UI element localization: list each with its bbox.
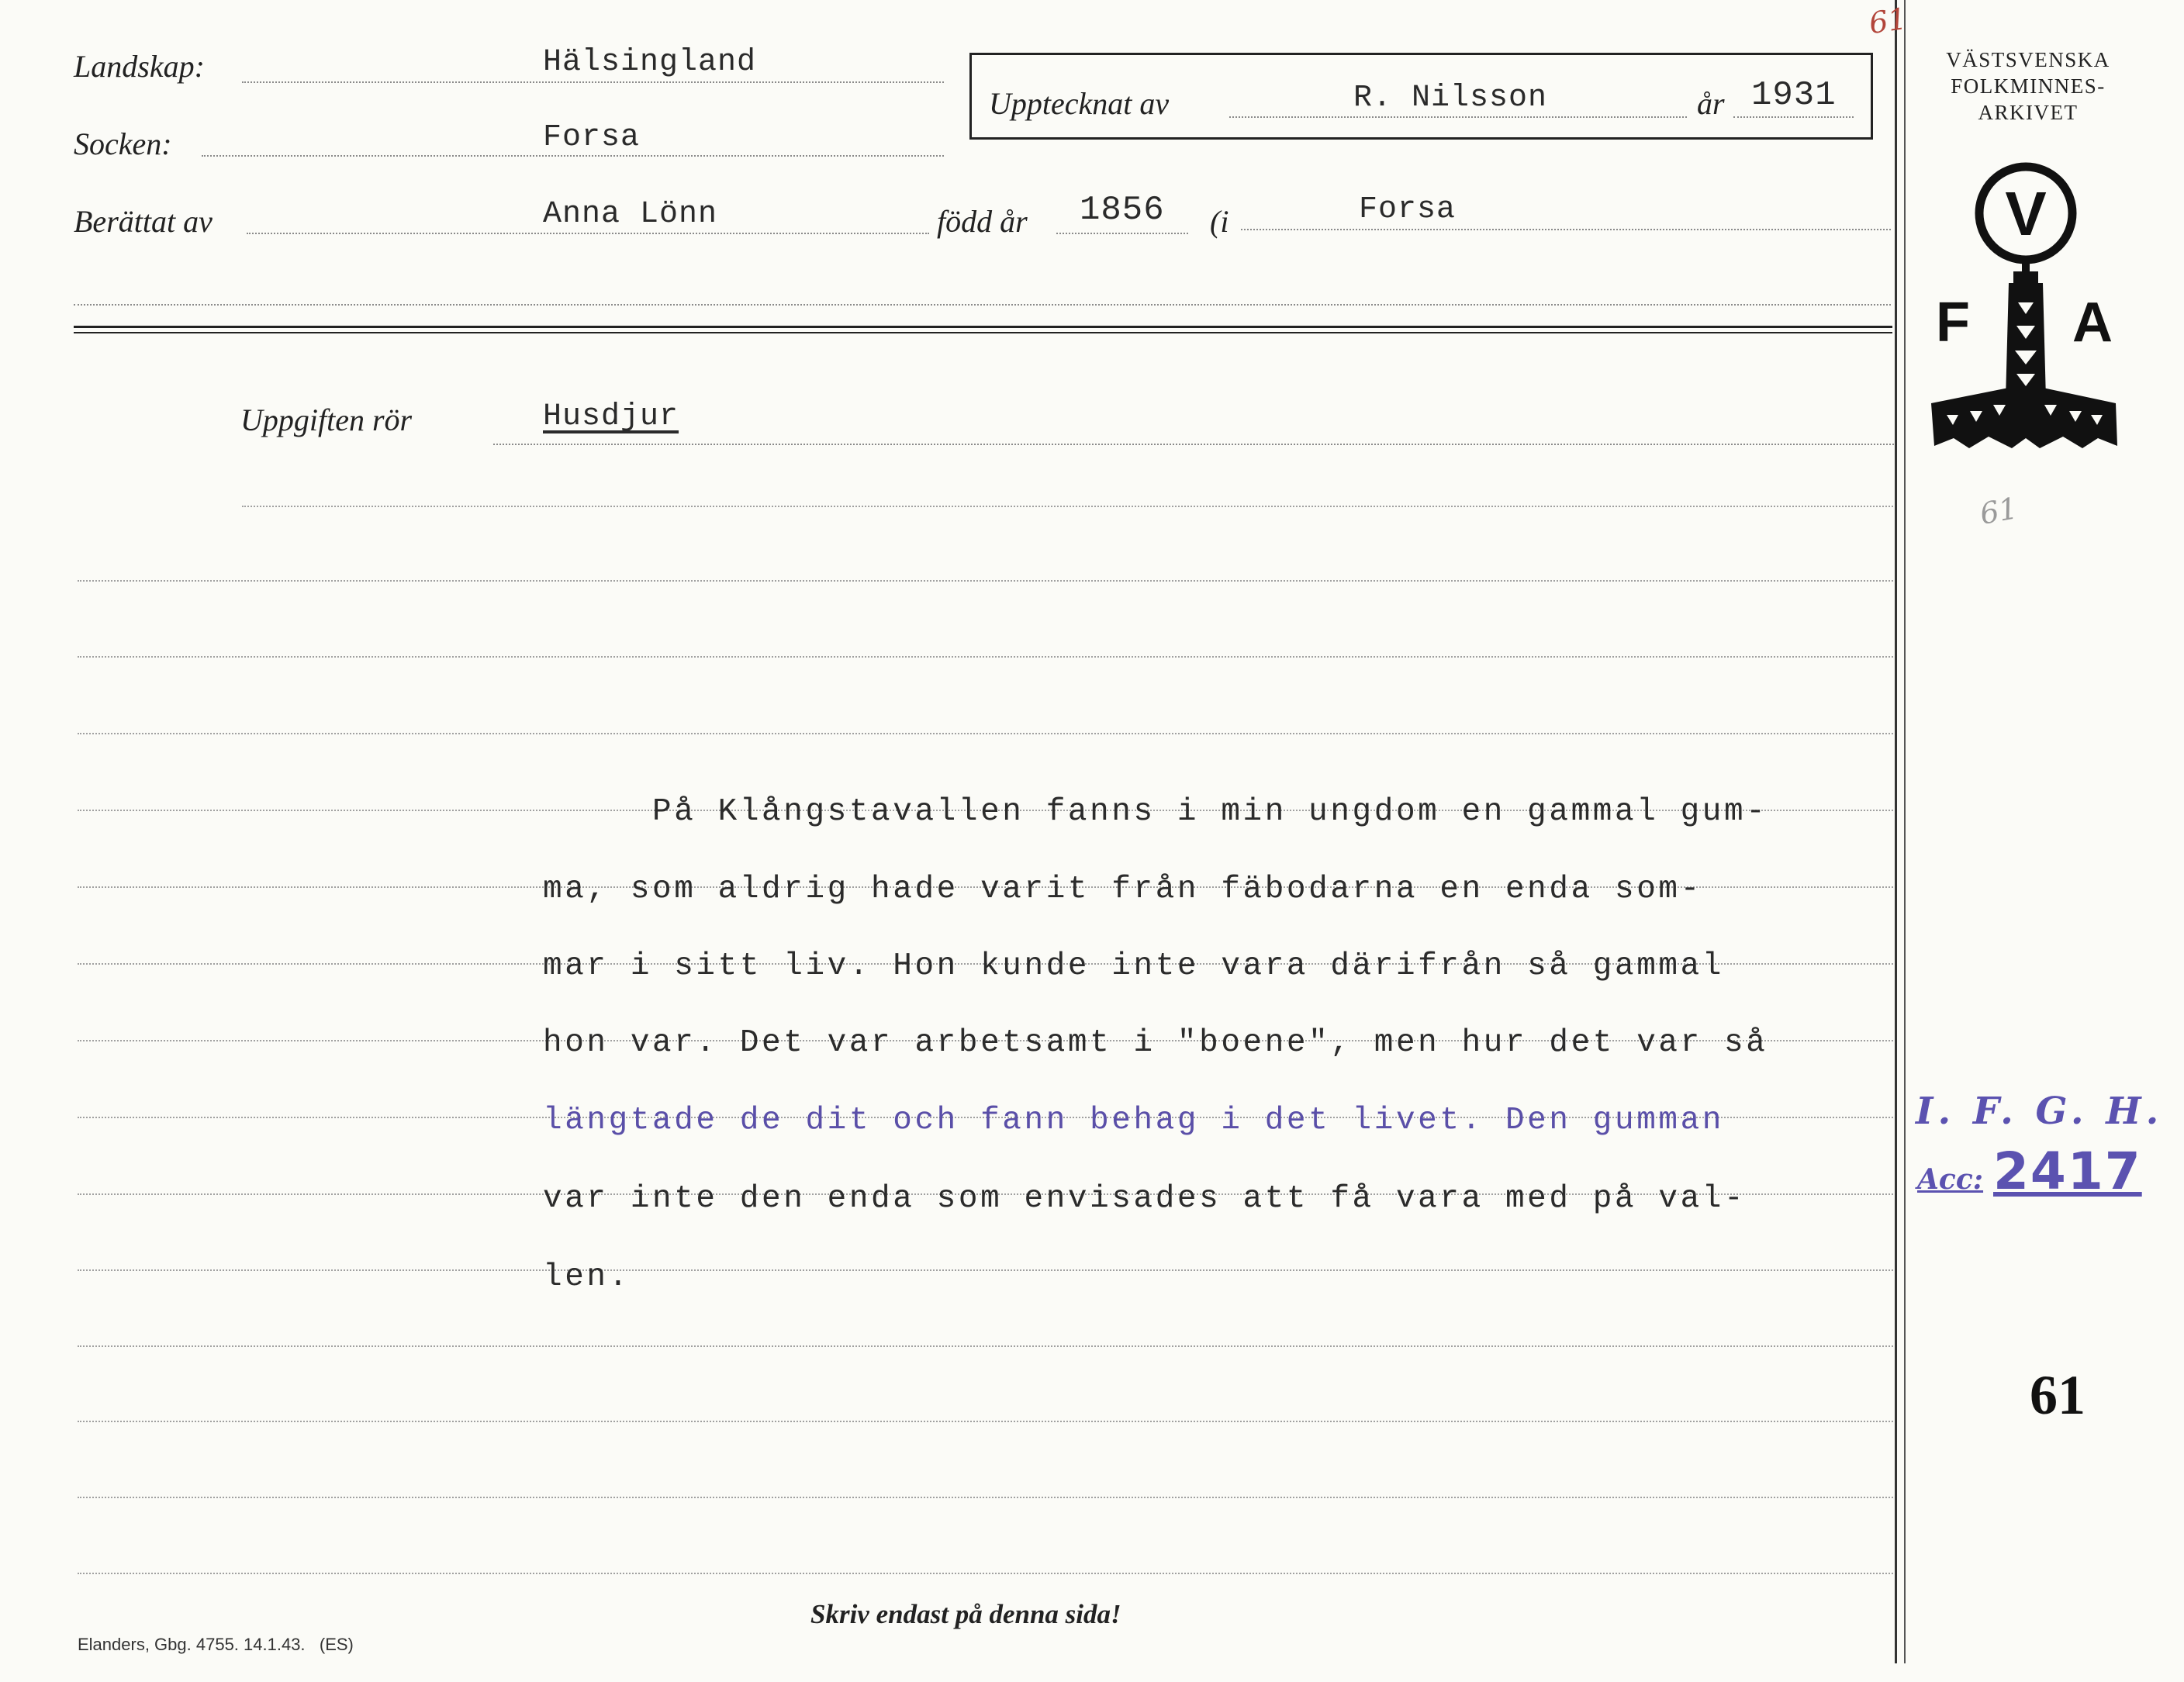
logo-letter-f: F: [1936, 292, 1970, 354]
socken-value: Forsa: [543, 120, 641, 155]
subject-value: Husdjur: [543, 399, 679, 434]
body-text-line: ma, som aldrig hade varit från fäbodarna en enda som-: [543, 872, 1702, 907]
fodd-label: född år: [937, 204, 1028, 239]
ruled-line: [78, 580, 1896, 582]
ruled-line: [242, 506, 1896, 507]
upptecknat-label: Upptecknat av: [989, 86, 1170, 121]
header-extra-dotted-line: [74, 304, 1891, 306]
archive-name: [1912, 47, 2144, 126]
body-text-line: På Klångstavallen fanns i min ungdom en gammal gum-: [543, 794, 1768, 830]
accession-stamp-number: 2417: [1993, 1141, 2142, 1201]
landskap-dotted-line: [242, 81, 944, 83]
upptecknat-value: R. Nilsson: [1353, 81, 1548, 116]
ar-dotted-line: [1733, 116, 1854, 118]
logo-letter-v: V: [2005, 179, 2047, 248]
ruled-line: [78, 1421, 1896, 1422]
archive-name-line1: VÄSTSVENSKA: [1946, 48, 2110, 71]
landskap-label: Landskap:: [74, 49, 205, 84]
ruled-line: [78, 1497, 1896, 1498]
landskap-value: Hälsingland: [543, 45, 757, 80]
ruled-line: [78, 1269, 1896, 1271]
upptecknat-dotted-line: [1229, 116, 1687, 118]
body-text-line: len.: [543, 1259, 631, 1295]
subject-dotted-line: [493, 444, 1897, 445]
margin-rule-main: [1895, 0, 1897, 1663]
ruled-line: [78, 656, 1896, 658]
fodd-value: 1856: [1080, 191, 1165, 230]
ar-label: år: [1697, 86, 1725, 121]
i-dotted-line: [1241, 229, 1891, 230]
socken-label: Socken:: [74, 126, 172, 161]
accession-stamp-prefix: Acc:: [1917, 1163, 1984, 1196]
body-text-line: längtade de dit och fann behag i det livet. Den gumman: [543, 1103, 1725, 1138]
i-value: Forsa: [1359, 192, 1457, 227]
body-text-line: var inte den enda som envisades att få vara med på val-: [543, 1181, 1747, 1217]
logo-letter-a: A: [2072, 292, 2113, 354]
archive-logo-hammer-icon: [1923, 155, 2121, 458]
archive-name-line2: FOLKMINNES-: [1951, 74, 2106, 98]
pencil-note-logo: 61: [1977, 491, 2020, 531]
accession-stamp-line1: I. F. G. H.: [1916, 1090, 2164, 1133]
ruled-line: [78, 1345, 1896, 1347]
socken-dotted-line: [202, 155, 944, 157]
fodd-dotted-line: [1056, 233, 1188, 234]
berattat-value: Anna Lönn: [543, 197, 718, 232]
header-separator-thick: [74, 326, 1892, 328]
body-text-line: hon var. Det var arbetsamt i "boene", men hur det var så: [543, 1025, 1768, 1061]
archive-name-line3: ARKIVET: [1978, 101, 2079, 124]
ruled-line: [78, 733, 1896, 734]
printer-note: Elanders, Gbg. 4755. 14.1.43. (ES): [78, 1635, 354, 1654]
header-separator-thin: [74, 332, 1892, 333]
page-number: 61: [2030, 1364, 2086, 1426]
i-label: (i: [1210, 204, 1229, 239]
body-text-line: mar i sitt liv. Hon kunde inte vara därifrån så gammal: [543, 948, 1725, 984]
berattat-dotted-line: [247, 233, 929, 234]
pencil-note-top: 61: [1867, 1, 1909, 41]
berattat-label: Berättat av: [74, 204, 213, 239]
footer-instruction: Skriv endast på denna sida!: [810, 1599, 1121, 1629]
ar-value: 1931: [1751, 76, 1837, 115]
subject-label: Uppgiften rör: [240, 402, 413, 437]
ruled-line: [78, 1573, 1896, 1574]
margin-rule-secondary: [1904, 0, 1906, 1663]
